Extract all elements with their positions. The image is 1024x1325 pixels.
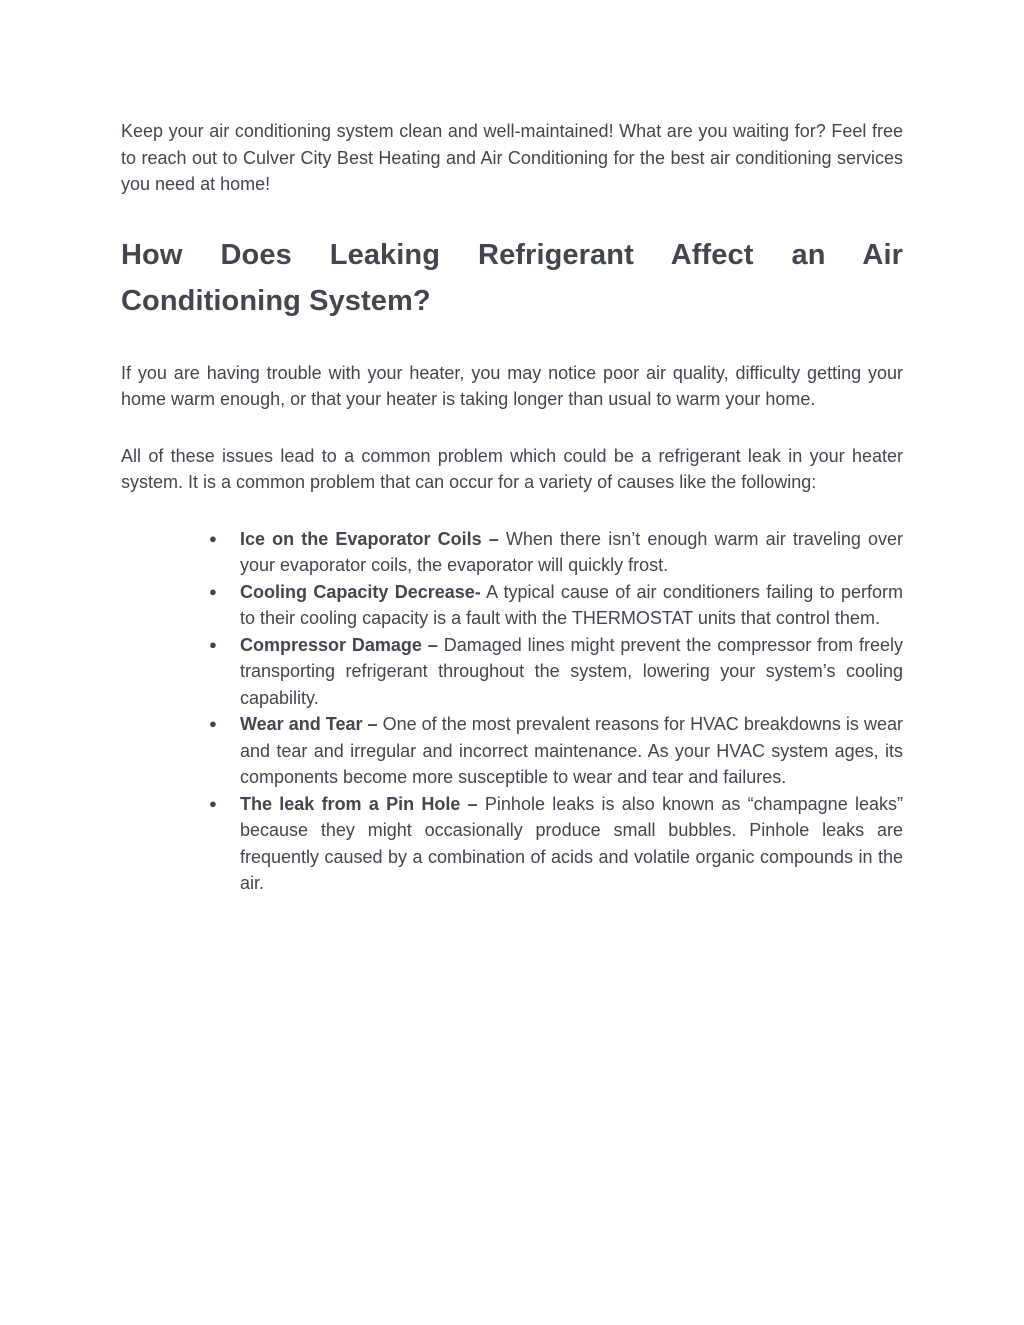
intro-paragraph: Keep your air conditioning system clean and well-maintained! What are you waiting for? Feel free to reach out to Culver City Best Heating and Air Conditioning for the best air conditioning services you need at home! [121,121,903,194]
cause-description: One of the most prevalent reasons for HVAC breakdowns is wear and tear and irregular and incorrect maintenance. As your HVAC system ages, its components become more susceptible to wear and tear and failures. [240,714,903,787]
bullet-icon: ● [209,795,217,811]
list-item [209,791,903,897]
paragraph-heater-trouble: If you are having trouble with your heater, you may notice poor air quality, difficulty getting your home warm enough, or that your heater is taking longer than usual to warm your home. [121,362,903,409]
paragraph-common-problem: All of these issues lead to a common problem which could be a refrigerant leak in your heater system. It is a common problem that can occur for a variety of causes like the following: [121,445,903,492]
list-item [209,632,903,712]
list-item [209,711,903,791]
cause-term: Cooling Capacity Decrease- [240,581,481,602]
document-page [121,118,903,897]
bullet-icon: ● [209,636,217,652]
list-item [209,579,904,632]
cause-description: When there isn’t enough warm air traveling over your evaporator coils, the evaporator will quickly frost. [240,528,904,575]
list-item [209,526,904,579]
cause-description: Damaged lines might prevent the compressor from freely transporting refrigerant throughout the system, lowering your system’s cooling capability. [240,634,903,708]
causes-list [121,526,903,897]
bullet-icon: ● [209,583,217,599]
cause-term: Compressor Damage – [240,634,438,655]
section-heading: How Does Leaking Refrigerant Affect an Air Conditioning System? [121,238,903,317]
cause-term: The leak from a Pin Hole – [240,793,478,814]
cause-description: A typical cause of air conditioners failing to perform to their cooling capacity is a fault with the THERMOSTAT units that control them. [240,581,904,628]
bullet-icon: ● [209,716,217,731]
cause-term: Ice on the Evaporator Coils – [240,528,499,549]
cause-term: Wear and Tear – [240,714,378,734]
bullet-icon: ● [209,530,217,546]
cause-description: Pinhole leaks is also known as “champagne leaks” because they might occasionally produce small bubbles. Pinhole leaks are frequently caused by a combination of acids and volatile organic compounds in the air. [240,793,903,893]
